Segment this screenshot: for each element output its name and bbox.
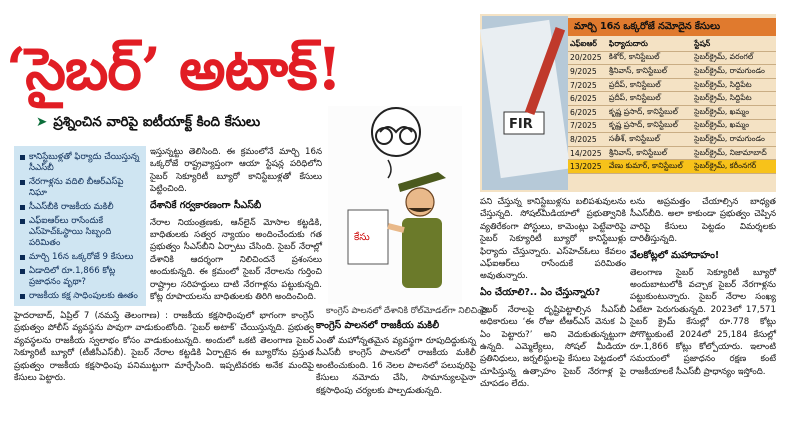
highlight-item: రాజకీయ కక్ష సాధింపులకు ఊతం <box>20 291 142 302</box>
complainant: సతీశ్‌, కానిస్టేబుల్ <box>607 133 692 147</box>
table-row <box>568 160 776 174</box>
highlight-item: నేరగాళ్లను వదిలి బీఆర్‌ఎస్‌పై నిఘా <box>20 177 142 199</box>
article-column-4 <box>480 196 626 444</box>
complainant: కిశోర్‌, కానిస్టేబుల్ <box>607 51 692 65</box>
article-column-3 <box>316 320 476 444</box>
fir-number: 13/2025 <box>568 160 607 174</box>
table-row <box>568 51 776 65</box>
fir-number: 20/2025 <box>568 51 607 65</box>
table-row <box>568 146 776 160</box>
police-cartoon-icon <box>328 106 462 304</box>
fir-number: 7/2025 <box>568 78 607 92</box>
fir-document-image <box>482 16 568 190</box>
header-cell: స్టేషన్ <box>692 38 776 51</box>
fir-number: 6/2025 <box>568 92 607 106</box>
table-row <box>568 133 776 147</box>
station: సైబర్‌క్రైమ్‌, నిజామాబాద్ <box>692 146 776 160</box>
highlight-item: మార్చి 16న ఒక్కరోజే 9 కేసులు <box>20 252 142 263</box>
fir-number: 8/2025 <box>568 133 607 147</box>
complainant: ప్రదీప్‌, కానిస్టేబుల్ <box>607 78 692 92</box>
highlight-item: ఎఫ్ఐఆర్‌లు రాసేందుకే ఎస్‌హెచ్‌ఓస్థాయి సిబ్బంది పరిమితం <box>20 216 142 249</box>
section-heading: దేశానికే గర్వకారణంగా సీఎస్‌బీ <box>150 199 262 211</box>
police-illustration <box>328 106 462 304</box>
station: సైబర్‌క్రైమ్‌, రామగుండం <box>692 133 776 147</box>
complainant: శ్రీనివాస్‌, కానిస్టేబుల్ <box>607 65 692 79</box>
svg-text:FIR: FIR <box>509 117 533 132</box>
station: సైబర్‌క్రైమ్‌, ఖమ్మం <box>692 119 776 133</box>
article-column-5 <box>630 196 776 444</box>
header-cell: ఫిర్యాదుదారు <box>607 38 692 51</box>
article-column-1: హైదరాబాద్‌, ఏప్రిల్‌ 7 (నమస్తే తెలంగాణ) : రాజకీయ కక్షసాధింపులో భాగంగా కాంగ్రెస్‌ ప్రభుత్వం పోలీస్‌ వ్యవస్థను పావుగా వాడుకుంటోంది. ‘సైబర్‌ అటాక్‌’ చేయిస్తున్నది. ప్రభుత్వ వ్యవస్థలను రాజకీయ స్వలాభం కోసం వాడుకుంటున్నది. అందులో ఒకటి తెలంగాణ సైబర్‌ సెక్యూరిటీ బ్యూరో (టీజీసీఎస్‌బీ). సైబర్‌ నేరాల కట్టడికి ఏర్పాటైన ఈ బ్యూరోను ప్రస్తుత ప్రభుత్వం రాజకీయ కక్షసాధింపు పనిముట్టుగా మార్చేసింది. ఇప్పటివరకు అనేక మందిపై కేసులు పెట్టారు. <box>14 311 314 384</box>
table-row <box>568 92 776 106</box>
cases-table <box>568 38 776 174</box>
fir-number: 9/2025 <box>568 65 607 79</box>
section-heading: ఏం చేయాలి?.. ఏం చేస్తున్నారు? <box>480 286 601 298</box>
svg-text:కేసు: కేసు <box>354 232 370 243</box>
body-text: సైబర్‌ నేరాలపై దృష్టిపెట్టాల్సిన సీఎస్‌బీ అధికారులు ‘ఈ రోజు టీఆర్‌ఎస్‌ వెనుక ఏ ఏం పెట్టారు?’ అని వెదుకుతున్నట్టుగా ఉన్నది. ఎమ్మెల్యేలు, సోషల్‌ మీడియా ప్రతినిధులు, జర్నలిస్టులపై కేసులు పెట్టడంలో చూపిస్తున్న ఉత్సాహం సైబర్‌ నేరగాళ్ల పై చూపడం లేదు. <box>480 304 626 390</box>
image-caption: కాంగ్రెస్‌ పాలనలో దేశానికి రోల్‌మోడల్‌గా నిలిచింది. <box>326 306 491 316</box>
body-text: ఇస్తున్నట్టు తెలిసింది. ఈ క్రమంలోనే మార్చి 16న ఒక్కరోజే రాష్ట్రవ్యాప్తంగా ఆయా స్టేషన్ల పరిధిలోని సైబర్‌ సెక్యూరిటీ బ్యూరో కానిస్టేబుళ్లతో కేసులు పెట్టించింది. <box>150 147 322 195</box>
table-row <box>568 78 776 92</box>
table-row <box>568 105 776 119</box>
article-column-2 <box>150 146 322 308</box>
fir-number: 7/2025 <box>568 119 607 133</box>
body-text: ఎంతో మహోన్నతమైన వ్యవస్థగా రూపుదిద్దుకున్న సీఎస్‌బీ కాంగ్రెస్‌ పాలనలో రాజకీయ మకిలీ అంటించుకుంది. 16 నెలల పాలనలో పలువురిపై కేసులు నమోదు చేసి, సామాన్యులపైనా కక్షసాధింపు చర్యలకు పాల్పడుతున్నది. <box>316 336 476 396</box>
complainant: కృష్ణ ప్రసాద్‌, కానిస్టేబుల్ <box>607 105 692 119</box>
station: సైబర్‌క్రైమ్‌, కరీంనగర్ <box>692 160 776 174</box>
body-text: పని చేస్తున్న కానిస్టేబుళ్లను బలిపశువులను చేస్తున్నది. సోషల్‌మీడియాలో ప్రభుత్వానికి వ్యతిరేకంగా పోస్టులు, కామెంట్లు పెట్టేవారిపై సైబర్‌ సెక్యూరిటీ బ్యూరో కానిస్టేబుళ్లు ఫిర్యాదు చేస్తున్నారు. ఎస్‌హెచ్‌ఓలు కేవలం ఎఫ్‌ఐఆర్‌లు రాసేందుకే పరిమితం అవుతున్నారు. <box>480 197 626 282</box>
body-text: నేరాల నియంత్రణకు, ఆన్‌లైన్‌ మోసాల కట్టడికి, బాధితులకు సత్వర న్యాయం అందించేందుకు గత ప్రభుత్వం సీఎస్‌బీని ఏర్పాటు చేసింది. సైబర్‌ నేరాల్లో దేశానికి ఆదర్శంగా నిలిచిందనే ప్రశంసలు అందుకున్నది. ఈ క్రమంలో సైబర్‌ నేరాలను గుర్తించి రాష్ట్రాల సరిహద్దులు దాటి నేరగాళ్లను పట్టుకున్నది. కోట్ల రూపాయలను బాధితులకు తిరిగి అందించింది. <box>150 217 322 303</box>
subheadline: ➤ ప్రశ్నించిన వారిపై ఐటీయాక్ట్ కింది కేసులు <box>36 114 261 130</box>
table-row <box>568 119 776 133</box>
body-text: తెలంగాణ సైబర్‌ సెక్యూరిటీ బ్యూరో అందుబాటులోకి వచ్చాక సైబర్‌ నేరగాళ్లను పట్టుకుంటున్నారు. సైబర్‌ నేరాల సంఖ్య ఏటేటా పెరుగుతున్నది. 2023లో 17,571 సైబర్‌ క్రైమ్‌ కేసుల్లో రూ.778 కోట్లు పోగొట్టుకుంటే 2024లో 25,184 కేసుల్లో రూ.1,866 కోట్లు కోల్పోయారు. ఇలాంటి సమయంలో ప్రజాధనం రక్షణ కంటే రాజకీయాలకే సీఎస్‌బీ ప్రాధాన్యం ఇస్తోంది. <box>630 267 776 377</box>
highlight-item: ఏడాదిలో రూ.1,866 కోట్ల ప్రజాధనం వృథా? <box>20 266 142 288</box>
complainant: కృష్ణ ప్రసాద్‌, కానిస్టేబుల్ <box>607 119 692 133</box>
cases-table-box <box>480 14 776 192</box>
fir-number: 6/2025 <box>568 105 607 119</box>
station: సైబర్‌క్రైమ్‌, సిద్దిపేట <box>692 78 776 92</box>
table-row <box>568 65 776 79</box>
station: సైబర్‌క్రైమ్‌, రామగుండం <box>692 65 776 79</box>
highlight-item: కానిస్టేబుళ్లతో ఫిర్యాదు చేయిస్తున్న సీఎస్‌బీ <box>20 152 142 174</box>
section-heading: వేలకోట్లలో మహాదాహం! <box>630 249 720 261</box>
highlights-panel <box>14 146 146 306</box>
headline: ‘సైబర్’ అటాక్! <box>6 35 342 103</box>
station: సైబర్‌క్రైమ్‌, వరంగల్ <box>692 51 776 65</box>
complainant: వేణు కుమార్‌, కానిస్టేబుల్ <box>607 160 692 174</box>
arrow-icon: ➤ <box>36 114 48 130</box>
fir-number: 14/2025 <box>568 146 607 160</box>
body-text: లను అప్రమత్తం చేయాల్సిన బాధ్యత సీఎస్‌బీది. అలా కాకుండా ప్రభుత్వం చెప్పిన వారిపై కేసులు పెట్టడం విమర్శలకు దారితీస్తున్నది. <box>630 197 776 245</box>
station: సైబర్‌క్రైమ్‌, సిద్దిపేట <box>692 92 776 106</box>
station: సైబర్‌క్రైమ్‌, ఖమ్మం <box>692 105 776 119</box>
complainant: ప్రదీప్‌, కానిస్టేబుల్ <box>607 92 692 106</box>
section-heading: కాంగ్రెస్‌ పాలనలో రాజకీయ మకిలీ <box>316 320 440 331</box>
table-title: మార్చి 16న ఒక్కరోజే నమోదైన కేసులు <box>568 18 776 36</box>
table-header-row <box>568 38 776 51</box>
header-cell: ఎఫ్ఐఆర్ <box>568 38 607 51</box>
complainant: శ్రీనివాస్‌, కానిస్టేబుల్ <box>607 146 692 160</box>
highlight-item: సీఎస్‌బీకి రాజకీయ మకిలీ <box>20 202 142 213</box>
